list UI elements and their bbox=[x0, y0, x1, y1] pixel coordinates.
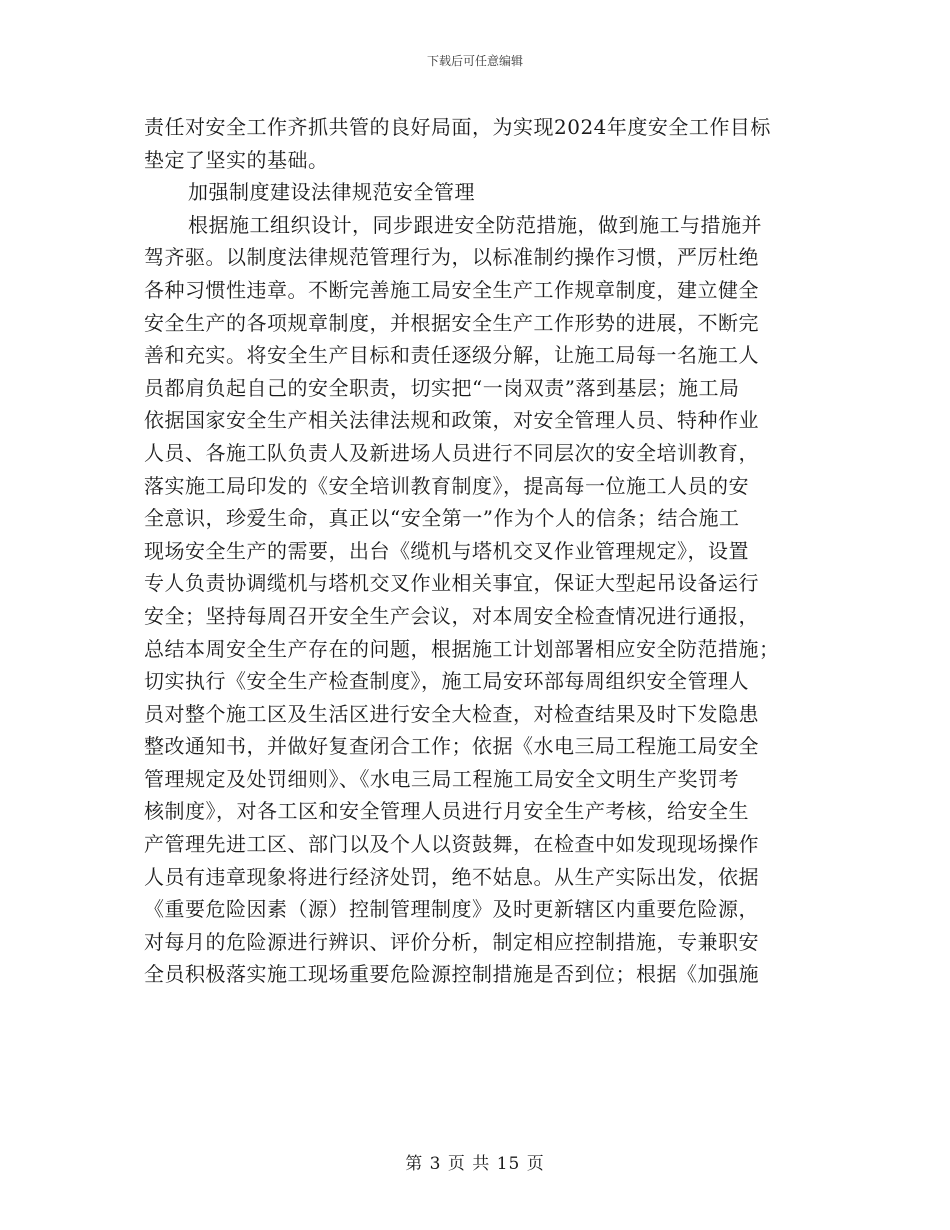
body-line: 善和充实。将安全生产目标和责任逐级分解，让施工局每一名施工人 bbox=[144, 343, 759, 368]
page-header-note: 下载后可任意编辑 bbox=[426, 54, 523, 68]
document-body bbox=[144, 111, 810, 991]
body-line: 员对整个施工区及生活区进行安全大检查，对检查结果及时下发隐患 bbox=[144, 701, 759, 726]
body-line: 整改通知书，并做好复查闭合工作；依据《水电三局工程施工局安全 bbox=[144, 734, 759, 759]
body-line: 全员积极落实施工现场重要危险源控制措施是否到位；根据《加强施 bbox=[144, 962, 759, 987]
body-line: 产管理先进工区、部门以及个人以资鼓舞，在检查中如发现现场操作 bbox=[144, 832, 759, 857]
body-line: 全意识，珍爱生命，真正以“安全第一”作为个人的信条；结合施工 bbox=[144, 506, 740, 531]
body-line: 安全；坚持每周召开安全生产会议，对本周安全检查情况进行通报， bbox=[144, 603, 759, 628]
section-heading: 加强制度建设法律规范安全管理 bbox=[188, 180, 475, 205]
paragraph-first-line: 根据施工组织设计，同步跟进安全防范措施，做到施工与措施并 bbox=[188, 212, 762, 237]
body-line: 《重要危险因素（源）控制管理制度》及时更新辖区内重要危险源， bbox=[144, 897, 759, 922]
body-line: 安全生产的各项规章制度，并根据安全生产工作形势的进展，不断完 bbox=[144, 310, 759, 335]
page-number-footer: 第 3 页 共 15 页 bbox=[405, 1154, 545, 1174]
body-line: 责任对安全工作齐抓共管的良好局面，为实现2024年度安全工作目标 bbox=[144, 115, 771, 139]
body-line: 总结本周安全生产存在的问题，根据施工计划部署相应安全防范措施； bbox=[144, 636, 780, 661]
body-line: 依据国家安全生产相关法律法规和政策，对安全管理人员、特种作业 bbox=[144, 408, 759, 433]
body-line: 人员有违章现象将进行经济处罚，绝不姑息。从生产实际出发，依据 bbox=[144, 864, 759, 889]
body-line: 垫定了坚实的基础。 bbox=[144, 147, 329, 172]
body-line: 驾齐驱。以制度法律规范管理行为，以标准制约操作习惯，严厉杜绝 bbox=[144, 245, 759, 270]
body-line: 专人负责协调缆机与塔机交叉作业相关事宜，保证大型起吊设备运行 bbox=[144, 571, 759, 596]
body-line: 切实执行《安全生产检查制度》，施工局安环部每周组织安全管理人 bbox=[144, 669, 749, 694]
body-line: 对每月的危险源进行辨识、评价分析，制定相应控制措施，专兼职安 bbox=[144, 929, 759, 954]
body-line: 管理规定及处罚细则》、《水电三局工程施工局安全文明生产奖罚考 bbox=[144, 766, 739, 791]
body-line: 各种习惯性违章。不断完善施工局安全生产工作规章制度，建立健全 bbox=[144, 277, 759, 302]
body-line: 员都肩负起自己的安全职责，切实把“一岗双责”落到基层；施工局 bbox=[144, 375, 740, 400]
body-line: 核制度》，对各工区和安全管理人员进行月安全生产考核，给安全生 bbox=[144, 799, 749, 824]
body-line: 人员、各施工队负责人及新进场人员进行不同层次的安全培训教育， bbox=[144, 440, 759, 465]
body-line: 现场安全生产的需要，出台《缆机与塔机交叉作业管理规定》，设置 bbox=[144, 538, 749, 563]
body-line: 落实施工局印发的《安全培训教育制度》，提高每一位施工人员的安 bbox=[144, 473, 749, 498]
